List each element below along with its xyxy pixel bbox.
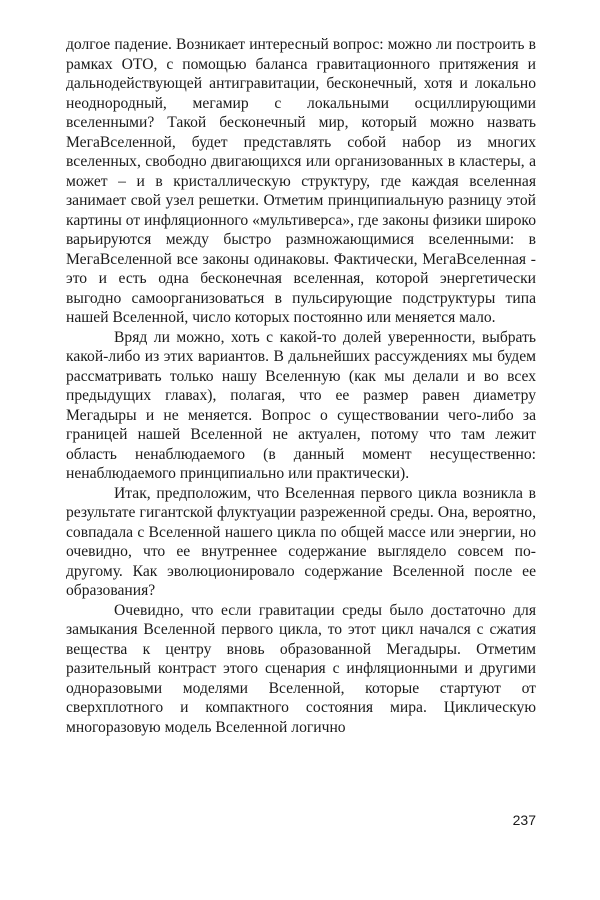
page-number: 237 xyxy=(512,812,536,828)
page-body xyxy=(66,35,536,737)
paragraph-1: долгое падение. Возникает интересный вопрос: можно ли построить в рамках ОТО, с помощью баланса гравитационного притяжения и дальнодействующей антигравитации, бесконечный, хотя и локально неоднородный, мегамир с локальными осциллирующими вселенными? Такой бесконечный мир, который можно назвать МегаВселенной, будет представлять собой набор из многих вселенных, свободно двигающихся или организованных в кластеры, а может – и в кристаллическую структуру, где каждая вселенная занимает свой узел решетки. Отметим принципиальную разницу этой картины от инфляционного «мультиверса», где законы физики широко варьируются между быстро размножающимися вселенными: в МегаВселенной все законы одинаковы. Фактически, МегаВселенная - это и есть одна бесконечная вселенная, которой энергетически выгодно самоорганизоваться в пульсирующие подструктуры типа нашей Вселенной, число которых постоянно или меняется мало. xyxy=(66,36,536,326)
paragraph-4: Очевидно, что если гравитации среды было достаточно для замыкания Вселенной первого цикла, то этот цикл начался с сжатия вещества к центру вновь образованной Мегадыры. Отметим разительный контраст этого сценария с инфляционными и другими одноразовыми моделями Вселенной, которые стартуют от сверхплотного и компактного состояния мира. Циклическую многоразовую модель Вселенной логично xyxy=(66,601,536,736)
paragraph-3: Итак, предположим, что Вселенная первого цикла возникла в результате гигантской флуктуации разреженной среды. Она, вероятно, совпадала с Вселенной нашего цикла по общей массе или энергии, но очевидно, что ее внутреннее содержание выглядело совсем по-другому. Как эволюционировало содержание Вселенной после ее образования? xyxy=(66,484,536,599)
paragraph-2: Вряд ли можно, хоть с какой-то долей уверенности, выбрать какой-либо из этих вариантов. В дальнейших рассуждениях мы будем рассматривать только нашу Вселенную (как мы делали и во всех предыдущих главах), полагая, что ее размер равен диаметру Мегадыры и не меняется. Вопрос о существовании чего-либо за границей нашей Вселенной не актуален, потому что там лежит область ненаблюдаемого (в данный момент несущественно: ненаблюдаемого принципиально или практически). xyxy=(66,328,536,482)
